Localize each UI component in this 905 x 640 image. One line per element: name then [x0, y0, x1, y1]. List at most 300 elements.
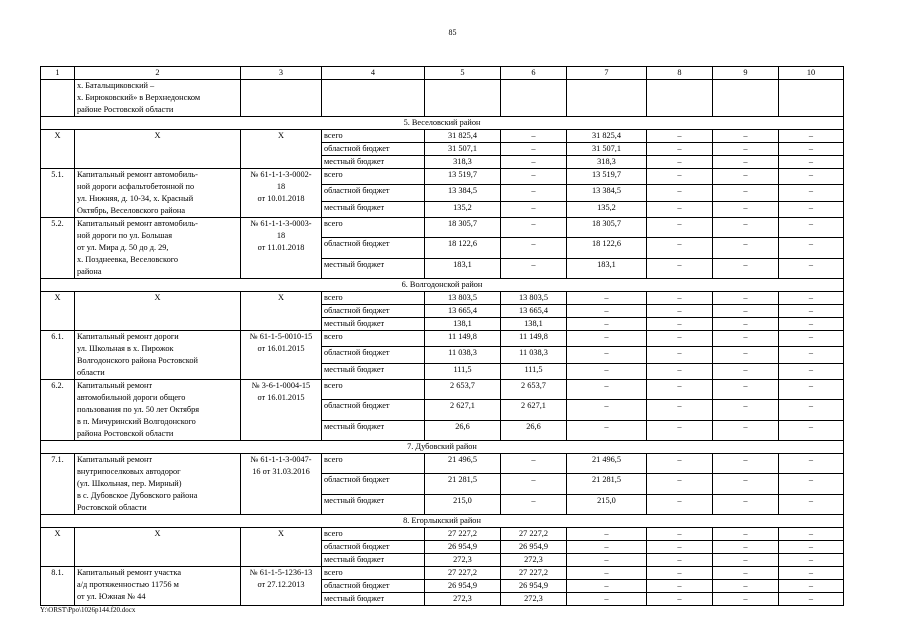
amount-cell: –: [567, 580, 647, 593]
amount-cell: –: [713, 474, 779, 494]
object-name-line: от ул. Мира д. 50 до д. 29,: [77, 243, 169, 252]
empty-cell: [41, 80, 75, 117]
empty-cell: [241, 80, 322, 117]
amount-cell: 31 825,4: [567, 130, 647, 143]
amount-cell: 272,3: [501, 593, 567, 606]
object-name-line: ул. Нижняя, д. 10-34, х. Красный: [77, 194, 194, 203]
amount-cell: –: [567, 593, 647, 606]
empty-cell: [322, 80, 425, 117]
column-number: 4: [322, 67, 425, 80]
funding-source: всего: [322, 454, 425, 474]
document-number: Х: [241, 292, 322, 331]
amount-cell: –: [647, 143, 713, 156]
document-number-line: № 61-1-1-3-0003-: [250, 219, 312, 228]
amount-cell: –: [647, 258, 713, 278]
object-name: [75, 331, 241, 380]
amount-cell: –: [567, 554, 647, 567]
amount-cell: –: [501, 130, 567, 143]
funding-source: местный бюджет: [322, 201, 425, 217]
amount-cell: –: [713, 292, 779, 305]
amount-cell: –: [713, 143, 779, 156]
document-number: [241, 454, 322, 515]
amount-cell: –: [647, 238, 713, 258]
amount-cell: –: [501, 258, 567, 278]
document-number-line: от 10.01.2018: [257, 194, 305, 203]
amount-cell: –: [779, 363, 844, 379]
amount-cell: –: [779, 143, 844, 156]
amount-cell: –: [713, 347, 779, 363]
amount-cell: –: [713, 201, 779, 217]
object-name-line: в с. Дубовское Дубовского района: [77, 491, 198, 500]
amount-cell: –: [713, 454, 779, 474]
amount-cell: –: [779, 130, 844, 143]
amount-cell: –: [713, 185, 779, 201]
amount-cell: –: [713, 400, 779, 420]
object-name-line: Ростовской области: [77, 503, 147, 512]
amount-cell: –: [713, 169, 779, 185]
amount-cell: 27 227,2: [501, 528, 567, 541]
table-row: [41, 567, 844, 580]
amount-cell: –: [567, 305, 647, 318]
object-name-line: Капитальный ремонт: [77, 455, 153, 464]
object-name: [75, 169, 241, 218]
table-row: [41, 331, 844, 347]
funding-source: местный бюджет: [322, 554, 425, 567]
row-number: 6.1.: [41, 331, 75, 380]
object-name: [75, 80, 241, 117]
amount-cell: –: [779, 156, 844, 169]
document-number-line: 18: [276, 231, 286, 240]
section-title: 5. Веселовский район: [41, 117, 844, 130]
document-number: [241, 218, 322, 279]
amount-cell: 26 954,9: [425, 541, 501, 554]
column-number: 2: [75, 67, 241, 80]
section-header-row: [41, 279, 844, 292]
amount-cell: –: [647, 454, 713, 474]
funding-source: областной бюджет: [322, 305, 425, 318]
amount-cell: 11 149,8: [425, 331, 501, 347]
amount-cell: –: [501, 185, 567, 201]
funding-source: всего: [322, 380, 425, 400]
document-number-line: № 61-1-5-1236-13: [249, 568, 313, 577]
amount-cell: –: [567, 420, 647, 440]
object-name-line: внутрипоселковых автодорог: [77, 467, 181, 476]
funding-source: областной бюджет: [322, 541, 425, 554]
object-name: [75, 218, 241, 279]
amount-cell: –: [779, 380, 844, 400]
table-row: [41, 218, 844, 238]
section-title: 6. Волгодонской район: [41, 279, 844, 292]
amount-cell: 27 227,2: [501, 567, 567, 580]
amount-cell: 31 507,1: [425, 143, 501, 156]
section-title: 7. Дубовский район: [41, 441, 844, 454]
funding-source: всего: [322, 130, 425, 143]
amount-cell: –: [713, 238, 779, 258]
funding-source: областной бюджет: [322, 474, 425, 494]
object-name-line: Капитальный ремонт дороги: [77, 332, 179, 341]
amount-cell: 215,0: [567, 494, 647, 514]
amount-cell: –: [647, 218, 713, 238]
object-name-line: ной дороги асфальтобетонной по: [77, 182, 195, 191]
funding-source: местный бюджет: [322, 258, 425, 278]
amount-cell: –: [779, 580, 844, 593]
amount-cell: –: [567, 347, 647, 363]
amount-cell: –: [713, 380, 779, 400]
amount-cell: –: [501, 494, 567, 514]
amount-cell: –: [567, 318, 647, 331]
funding-source: всего: [322, 169, 425, 185]
amount-cell: –: [713, 528, 779, 541]
amount-cell: –: [713, 580, 779, 593]
empty-cell: [713, 80, 779, 117]
funding-source: областной бюджет: [322, 400, 425, 420]
amount-cell: 111,5: [501, 363, 567, 379]
amount-cell: –: [647, 363, 713, 379]
amount-cell: –: [647, 400, 713, 420]
total-row: [41, 528, 844, 541]
amount-cell: –: [647, 130, 713, 143]
amount-cell: 21 281,5: [425, 474, 501, 494]
amount-cell: –: [713, 541, 779, 554]
amount-cell: 27 227,2: [425, 567, 501, 580]
amount-cell: 31 825,4: [425, 130, 501, 143]
amount-cell: –: [647, 554, 713, 567]
object-name: [75, 454, 241, 515]
amount-cell: 21 496,5: [425, 454, 501, 474]
row-number: 5.2.: [41, 218, 75, 279]
funding-source: областной бюджет: [322, 185, 425, 201]
continuation-row: [41, 80, 844, 117]
amount-cell: –: [779, 218, 844, 238]
section-title: 8. Егорлыкский район: [41, 515, 844, 528]
object-name: Х: [75, 528, 241, 567]
amount-cell: –: [713, 331, 779, 347]
column-number: 9: [713, 67, 779, 80]
object-name-line: области: [77, 368, 105, 377]
amount-cell: –: [779, 528, 844, 541]
document-number-line: от 16.01.2015: [257, 344, 305, 353]
amount-cell: –: [779, 474, 844, 494]
amount-cell: –: [779, 201, 844, 217]
amount-cell: –: [779, 420, 844, 440]
amount-cell: –: [647, 292, 713, 305]
column-number: 1: [41, 67, 75, 80]
object-name-line: Капитальный ремонт участка: [77, 568, 182, 577]
funding-source: местный бюджет: [322, 494, 425, 514]
amount-cell: 2 653,7: [501, 380, 567, 400]
section-header-row: [41, 515, 844, 528]
funding-source: областной бюджет: [322, 347, 425, 363]
amount-cell: 13 519,7: [567, 169, 647, 185]
amount-cell: 11 149,8: [501, 331, 567, 347]
amount-cell: 21 496,5: [567, 454, 647, 474]
amount-cell: 13 384,5: [425, 185, 501, 201]
amount-cell: 11 038,3: [501, 347, 567, 363]
amount-cell: 215,0: [425, 494, 501, 514]
amount-cell: –: [647, 494, 713, 514]
row-number: Х: [41, 292, 75, 331]
amount-cell: 13 803,5: [425, 292, 501, 305]
amount-cell: 26 954,9: [501, 580, 567, 593]
column-number: 7: [567, 67, 647, 80]
object-name-line: района Ростовской области: [77, 429, 174, 438]
object-name-line: автомобильной дороги общего: [77, 393, 186, 402]
document-number-line: № 61-1-1-3-0002-: [250, 170, 312, 179]
amount-cell: 13 665,4: [501, 305, 567, 318]
amount-cell: –: [567, 331, 647, 347]
amount-cell: –: [647, 331, 713, 347]
amount-cell: –: [647, 541, 713, 554]
funding-source: областной бюджет: [322, 143, 425, 156]
row-number: 5.1.: [41, 169, 75, 218]
row-number: Х: [41, 130, 75, 169]
empty-cell: [501, 80, 567, 117]
amount-cell: –: [713, 494, 779, 514]
amount-cell: –: [779, 169, 844, 185]
document-number: [241, 169, 322, 218]
amount-cell: 26,6: [425, 420, 501, 440]
column-number: 5: [425, 67, 501, 80]
table-row: [41, 454, 844, 474]
object-name-line: Капитальный ремонт: [77, 381, 153, 390]
table-row: [41, 380, 844, 400]
amount-cell: –: [501, 156, 567, 169]
amount-cell: –: [779, 185, 844, 201]
object-name-line: районе Ростовской области: [77, 105, 174, 114]
amount-cell: 272,3: [425, 593, 501, 606]
column-number: 6: [501, 67, 567, 80]
object-name-line: ул. Школьная в х. Пирожок: [77, 344, 174, 353]
amount-cell: –: [567, 292, 647, 305]
amount-cell: 183,1: [567, 258, 647, 278]
amount-cell: 13 519,7: [425, 169, 501, 185]
amount-cell: –: [647, 156, 713, 169]
amount-cell: –: [647, 318, 713, 331]
amount-cell: –: [779, 258, 844, 278]
amount-cell: –: [647, 380, 713, 400]
amount-cell: 272,3: [501, 554, 567, 567]
document-number: [241, 331, 322, 380]
amount-cell: –: [501, 169, 567, 185]
table-body: [41, 67, 844, 606]
object-name-line: Волгодонского района Ростовской: [77, 356, 198, 365]
amount-cell: –: [647, 474, 713, 494]
document-number-line: 18: [276, 182, 286, 191]
funding-source: всего: [322, 331, 425, 347]
empty-cell: [567, 80, 647, 117]
amount-cell: –: [779, 292, 844, 305]
amount-cell: 26 954,9: [425, 580, 501, 593]
amount-cell: –: [647, 580, 713, 593]
amount-cell: 318,3: [425, 156, 501, 169]
object-name-line: (ул. Школьная, пер. Мирный): [77, 479, 182, 488]
amount-cell: –: [647, 420, 713, 440]
empty-cell: [647, 80, 713, 117]
amount-cell: –: [647, 305, 713, 318]
amount-cell: –: [567, 528, 647, 541]
object-name: [75, 380, 241, 441]
column-number: 10: [779, 67, 844, 80]
amount-cell: –: [779, 593, 844, 606]
amount-cell: 26 954,9: [501, 541, 567, 554]
object-name-line: х. Позднеевка, Веселовского: [77, 255, 179, 264]
amount-cell: –: [501, 238, 567, 258]
amount-cell: –: [779, 331, 844, 347]
total-row: [41, 130, 844, 143]
object-name-line: ной дороги по ул. Большая: [77, 231, 173, 240]
amount-cell: –: [713, 593, 779, 606]
document-number-line: № 3-6-1-0004-15: [251, 381, 311, 390]
amount-cell: –: [647, 185, 713, 201]
object-name-line: а/д протяженностью 11756 м: [77, 580, 179, 589]
empty-cell: [425, 80, 501, 117]
amount-cell: 13 803,5: [501, 292, 567, 305]
amount-cell: 135,2: [425, 201, 501, 217]
document-number: Х: [241, 528, 322, 567]
amount-cell: –: [647, 201, 713, 217]
object-name-line: Октябрь, Веселовского района: [77, 206, 185, 215]
empty-cell: [779, 80, 844, 117]
object-name-line: пользования по ул. 50 лет Октября: [77, 405, 200, 414]
column-number: 8: [647, 67, 713, 80]
object-name: [75, 567, 241, 606]
amount-cell: 318,3: [567, 156, 647, 169]
amount-cell: –: [713, 258, 779, 278]
object-name-line: х. Бирюковский» в Верхнедонском: [77, 93, 201, 102]
document-number: [241, 380, 322, 441]
amount-cell: –: [647, 347, 713, 363]
document-number-line: 16 от 31.03.2016: [252, 467, 310, 476]
amount-cell: 138,1: [425, 318, 501, 331]
amount-cell: –: [779, 238, 844, 258]
amount-cell: –: [567, 380, 647, 400]
amount-cell: –: [779, 454, 844, 474]
object-name: Х: [75, 130, 241, 169]
object-name-line: Капитальный ремонт автомобиль-: [77, 219, 198, 228]
amount-cell: –: [713, 130, 779, 143]
amount-cell: –: [567, 363, 647, 379]
total-row: [41, 292, 844, 305]
amount-cell: –: [779, 400, 844, 420]
column-number: 3: [241, 67, 322, 80]
row-number: 6.2.: [41, 380, 75, 441]
amount-cell: 13 665,4: [425, 305, 501, 318]
object-name-line: района: [77, 267, 102, 276]
funding-source: всего: [322, 218, 425, 238]
amount-cell: 135,2: [567, 201, 647, 217]
amount-cell: –: [501, 218, 567, 238]
amount-cell: 26,6: [501, 420, 567, 440]
amount-cell: 2 627,1: [425, 400, 501, 420]
amount-cell: –: [779, 567, 844, 580]
column-number-row: [41, 67, 844, 80]
document-number-line: № 61-1-5-0010-15: [249, 332, 313, 341]
section-header-row: [41, 117, 844, 130]
amount-cell: –: [713, 554, 779, 567]
amount-cell: –: [501, 454, 567, 474]
section-header-row: [41, 441, 844, 454]
amount-cell: 18 305,7: [567, 218, 647, 238]
amount-cell: –: [567, 541, 647, 554]
funding-source: местный бюджет: [322, 420, 425, 440]
amount-cell: –: [567, 567, 647, 580]
document-number: [241, 567, 322, 606]
object-name-line: от ул. Южная № 44: [77, 592, 146, 601]
amount-cell: –: [501, 201, 567, 217]
funding-source: всего: [322, 528, 425, 541]
funding-source: местный бюджет: [322, 363, 425, 379]
amount-cell: 31 507,1: [567, 143, 647, 156]
object-name-line: в п. Мичуринский Волгодонского: [77, 417, 196, 426]
amount-cell: –: [779, 554, 844, 567]
document-number: Х: [241, 130, 322, 169]
funding-source: местный бюджет: [322, 593, 425, 606]
amount-cell: 272,3: [425, 554, 501, 567]
amount-cell: 18 305,7: [425, 218, 501, 238]
amount-cell: –: [647, 169, 713, 185]
amount-cell: 11 038,3: [425, 347, 501, 363]
amount-cell: –: [713, 318, 779, 331]
amount-cell: –: [779, 305, 844, 318]
amount-cell: –: [713, 218, 779, 238]
amount-cell: –: [713, 156, 779, 169]
amount-cell: –: [501, 474, 567, 494]
funding-source: местный бюджет: [322, 318, 425, 331]
funding-source: областной бюджет: [322, 580, 425, 593]
amount-cell: 27 227,2: [425, 528, 501, 541]
amount-cell: –: [567, 400, 647, 420]
row-number: 8.1.: [41, 567, 75, 606]
funding-source: областной бюджет: [322, 238, 425, 258]
funding-source: местный бюджет: [322, 156, 425, 169]
amount-cell: –: [647, 567, 713, 580]
funding-source: всего: [322, 292, 425, 305]
amount-cell: –: [647, 593, 713, 606]
amount-cell: 18 122,6: [567, 238, 647, 258]
amount-cell: –: [779, 494, 844, 514]
amount-cell: –: [713, 363, 779, 379]
amount-cell: –: [779, 541, 844, 554]
amount-cell: 2 653,7: [425, 380, 501, 400]
amount-cell: –: [713, 567, 779, 580]
amount-cell: –: [779, 318, 844, 331]
amount-cell: 183,1: [425, 258, 501, 278]
amount-cell: –: [501, 143, 567, 156]
amount-cell: 111,5: [425, 363, 501, 379]
document-number-line: от 16.01.2015: [257, 393, 305, 402]
amount-cell: –: [779, 347, 844, 363]
amount-cell: 13 384,5: [567, 185, 647, 201]
budget-table: [40, 66, 844, 606]
file-path-footer: Y:\ORST\Ppo\1026p144.f20.docx: [40, 606, 136, 614]
document-number-line: № 61-1-1-3-0047-: [250, 455, 312, 464]
row-number: Х: [41, 528, 75, 567]
funding-source: всего: [322, 567, 425, 580]
amount-cell: 18 122,6: [425, 238, 501, 258]
table-row: [41, 169, 844, 185]
object-name: Х: [75, 292, 241, 331]
amount-cell: –: [713, 420, 779, 440]
row-number: 7.1.: [41, 454, 75, 515]
amount-cell: 138,1: [501, 318, 567, 331]
object-name-line: х. Батальщиковский –: [77, 81, 155, 90]
amount-cell: 2 627,1: [501, 400, 567, 420]
object-name-line: Капитальный ремонт автомобиль-: [77, 170, 198, 179]
amount-cell: 21 281,5: [567, 474, 647, 494]
amount-cell: –: [713, 305, 779, 318]
amount-cell: –: [647, 528, 713, 541]
document-number-line: от 27.12.2013: [257, 580, 305, 589]
